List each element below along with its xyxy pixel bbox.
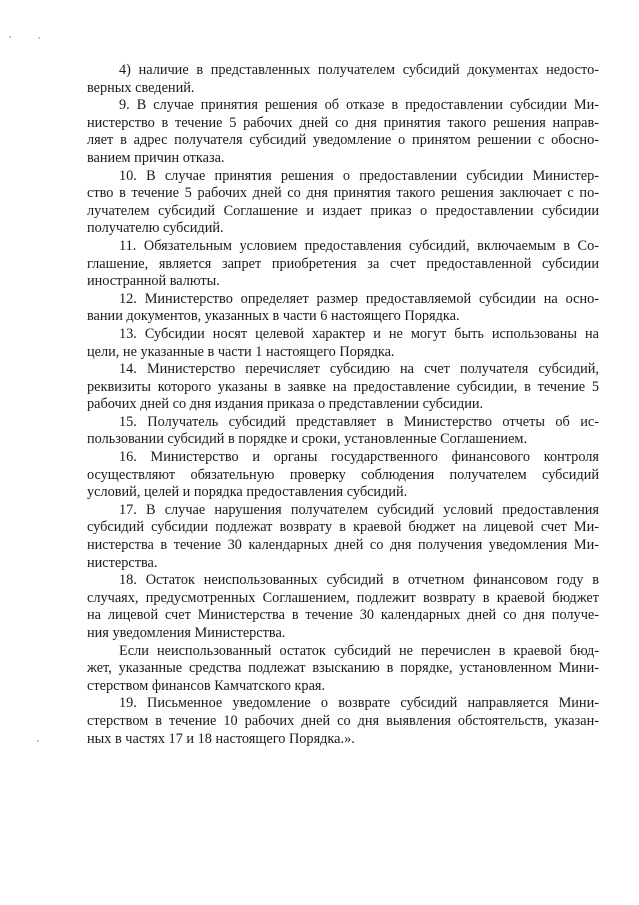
- text-line: 12. Министерство определяет размер предоставляемой субсидии на осно-: [119, 290, 599, 307]
- text-line: лучателем субсидий Соглашение и издает приказ о предоставлении субсидии: [87, 202, 599, 219]
- paragraph-p-13: [87, 326, 599, 361]
- text-line: осуществляют обязательную проверку соблюдения получателем субсидий: [87, 466, 599, 483]
- text-line: 11. Обязательным условием предоставления субсидий, включаемым в Со-: [119, 237, 599, 254]
- paragraph-p-11: [87, 238, 599, 291]
- text-line: Если неиспользованный остаток субсидий не перечислен в краевой бюд-: [119, 642, 599, 659]
- text-line: 17. В случае нарушения получателем субсидий условий предоставления: [119, 501, 599, 518]
- paragraph-p-9: [87, 97, 599, 167]
- text-line: 10. В случае принятия решения о предоставлении субсидии Министер-: [119, 167, 599, 184]
- document-body: [87, 62, 599, 748]
- text-line: ванием причин отказа.: [87, 149, 225, 166]
- text-line: 18. Остаток неиспользованных субсидий в отчетном финансовом году в: [119, 572, 599, 589]
- text-line: верных сведений.: [87, 79, 195, 96]
- scan-speck: [37, 740, 39, 742]
- text-line: рабочих дней со дня издания приказа о представлении субсидии.: [87, 396, 484, 413]
- text-line: реквизиты которого указаны в заявке на предоставление субсидии, в течение 5: [87, 378, 599, 395]
- text-line: 13. Субсидии носят целевой характер и не могут быть использованы на: [119, 325, 599, 342]
- paragraph-p-19: [87, 695, 599, 748]
- text-line: ных в частях 17 и 18 настоящего Порядка.».: [87, 730, 355, 747]
- paragraph-p-12: [87, 291, 599, 326]
- text-line: цели, не указанные в части 1 настоящего Порядка.: [87, 343, 395, 360]
- text-line: нистерства в течение 30 календарных дней со дня получения уведомления Ми-: [87, 537, 599, 554]
- text-line: ство в течение 5 рабочих дней со дня принятия такого решения заключает с по-: [87, 185, 599, 202]
- text-line: на лицевой счет Министерства в течение 30 календарных дней со дня получе-: [87, 607, 599, 624]
- text-line: 15. Получатель субсидий представляет в Министерство отчеты об ис-: [119, 413, 599, 430]
- text-line: вании документов, указанных в части 6 настоящего Порядка.: [87, 308, 460, 325]
- text-line: условий, целей и порядка предоставления субсидий.: [87, 484, 408, 501]
- paragraph-p-17: [87, 502, 599, 572]
- text-line: субсидий субсидии подлежат возврату в краевой бюджет на лицевой счет Ми-: [87, 519, 599, 536]
- paragraph-p-14: [87, 361, 599, 414]
- text-line: ляет в адрес получателя субсидий уведомление о принятом решении с обосно-: [87, 132, 599, 149]
- scan-speck: [38, 37, 40, 39]
- text-line: 19. Письменное уведомление о возврате субсидий направляется Мини-: [119, 695, 599, 712]
- text-line: стерством в течение 10 рабочих дней со дня выявления обстоятельств, указан-: [87, 712, 599, 729]
- paragraph-p-15: [87, 414, 599, 449]
- text-line: пользовании субсидий в порядке и сроки, установленные Соглашением.: [87, 431, 528, 448]
- paragraph-p-16: [87, 449, 599, 502]
- text-line: нистерство в течение 5 рабочих дней со дня принятия такого решения направ-: [87, 114, 599, 131]
- text-line: 4) наличие в представленных получателем субсидий документах недосто-: [119, 62, 599, 78]
- paragraph-p-10: [87, 168, 599, 238]
- scan-speck: [9, 36, 11, 38]
- text-line: глашение, является запрет приобретения за счет предоставленной субсидии: [87, 255, 599, 272]
- text-line: иностранной валюты.: [87, 273, 220, 290]
- text-line: 9. В случае принятия решения об отказе в предоставлении субсидии Ми-: [119, 97, 599, 114]
- text-line: случаях, предусмотренных Соглашением, подлежит возврату в краевой бюджет: [87, 589, 599, 606]
- text-line: 14. Министерство перечисляет субсидию на счет получателя субсидий,: [119, 361, 599, 378]
- paragraph-p-18: [87, 572, 599, 642]
- paragraph-p-18-cont: [87, 643, 599, 696]
- text-line: жет, указанные средства подлежат взысканию в порядке, установленном Мини-: [87, 660, 599, 677]
- text-line: 16. Министерство и органы государственного финансового контроля: [119, 449, 599, 466]
- text-line: стерством финансов Камчатского края.: [87, 677, 326, 694]
- paragraph-p-item-4: [87, 62, 599, 97]
- text-line: получателю субсидий.: [87, 220, 224, 237]
- text-line: ния уведомления Министерства.: [87, 625, 286, 641]
- text-line: нистерства.: [87, 554, 158, 571]
